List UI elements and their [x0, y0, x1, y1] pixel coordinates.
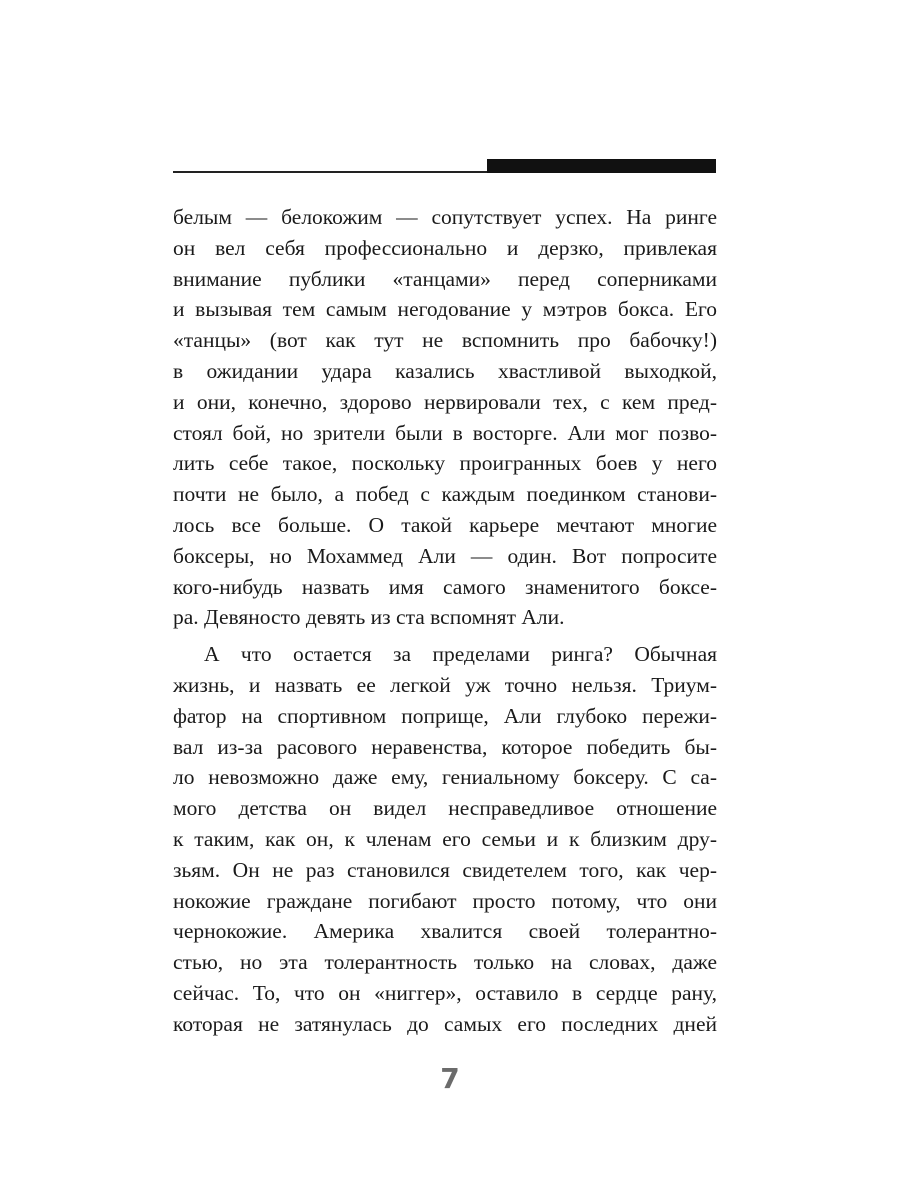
text-line: кого-нибудь назвать имя самого знаменитого боксе- [173, 574, 717, 599]
text-line: которая не затянулась до самых его последних дней [173, 1011, 717, 1036]
page-number: 7 [440, 1062, 460, 1095]
text-line: стью, но эта толерантность только на словах, даже [173, 950, 717, 975]
text-line: ра. Девяносто девять из ста вспомнят Али. [173, 605, 565, 630]
text-line: нокожие граждане погибают просто потому, что они [173, 888, 717, 913]
text-line: стоял бой, но зрители были в восторге. Али мог позво- [173, 420, 717, 445]
text-line: к таким, как он, к членам его семьи и к близким дру- [173, 826, 717, 851]
text-line: зьям. Он не раз становился свидетелем того, как чер- [173, 857, 717, 882]
text-line: лось все больше. О такой карьере мечтают многие [173, 512, 717, 537]
text-line: «танцы» (вот как тут не вспомнить про бабочку!) [173, 328, 717, 353]
paragraph-2 [173, 639, 717, 1039]
header-rule-thick [487, 159, 716, 173]
text-line: лить себе такое, поскольку проигранных боев у него [173, 451, 717, 476]
text-line: сейчас. То, что он «ниггер», оставило в сердце рану, [173, 980, 717, 1005]
text-line: боксеры, но Мохаммед Али — один. Вот попросите [173, 543, 717, 568]
text-line: чернокожие. Америка хвалится своей толерантно- [173, 919, 717, 944]
text-line: ло невозможно даже ему, гениальному боксеру. С са- [173, 765, 717, 790]
text-line: внимание публики «танцами» перед соперниками [173, 266, 717, 291]
text-line: вал из-за расового неравенства, которое победить бы- [173, 734, 717, 759]
header-rule-thin [173, 171, 488, 173]
text-line: и они, конечно, здорово нервировали тех, с кем пред- [173, 389, 717, 414]
text-line: в ожидании удара казались хвастливой выходкой, [173, 358, 717, 383]
text-line: А что остается за пределами ринга? Обычная [204, 642, 717, 667]
paragraph-1 [173, 202, 717, 633]
text-line: почти не было, а побед с каждым поединком станови- [173, 482, 717, 507]
text-line: мого детства он видел несправедливое отношение [173, 796, 717, 821]
text-line: и вызывая тем самым негодование у мэтров бокса. Его [173, 297, 717, 322]
text-line: фатор на спортивном поприще, Али глубоко пережи- [173, 703, 717, 728]
text-line: он вел себя профессионально и дерзко, привлекая [173, 235, 717, 260]
text-line: белым — белокожим — сопутствует успех. На ринге [173, 205, 717, 229]
text-line: жизнь, и назвать ее легкой уж точно нельзя. Триум- [173, 672, 717, 697]
page-body-text [173, 202, 717, 1040]
